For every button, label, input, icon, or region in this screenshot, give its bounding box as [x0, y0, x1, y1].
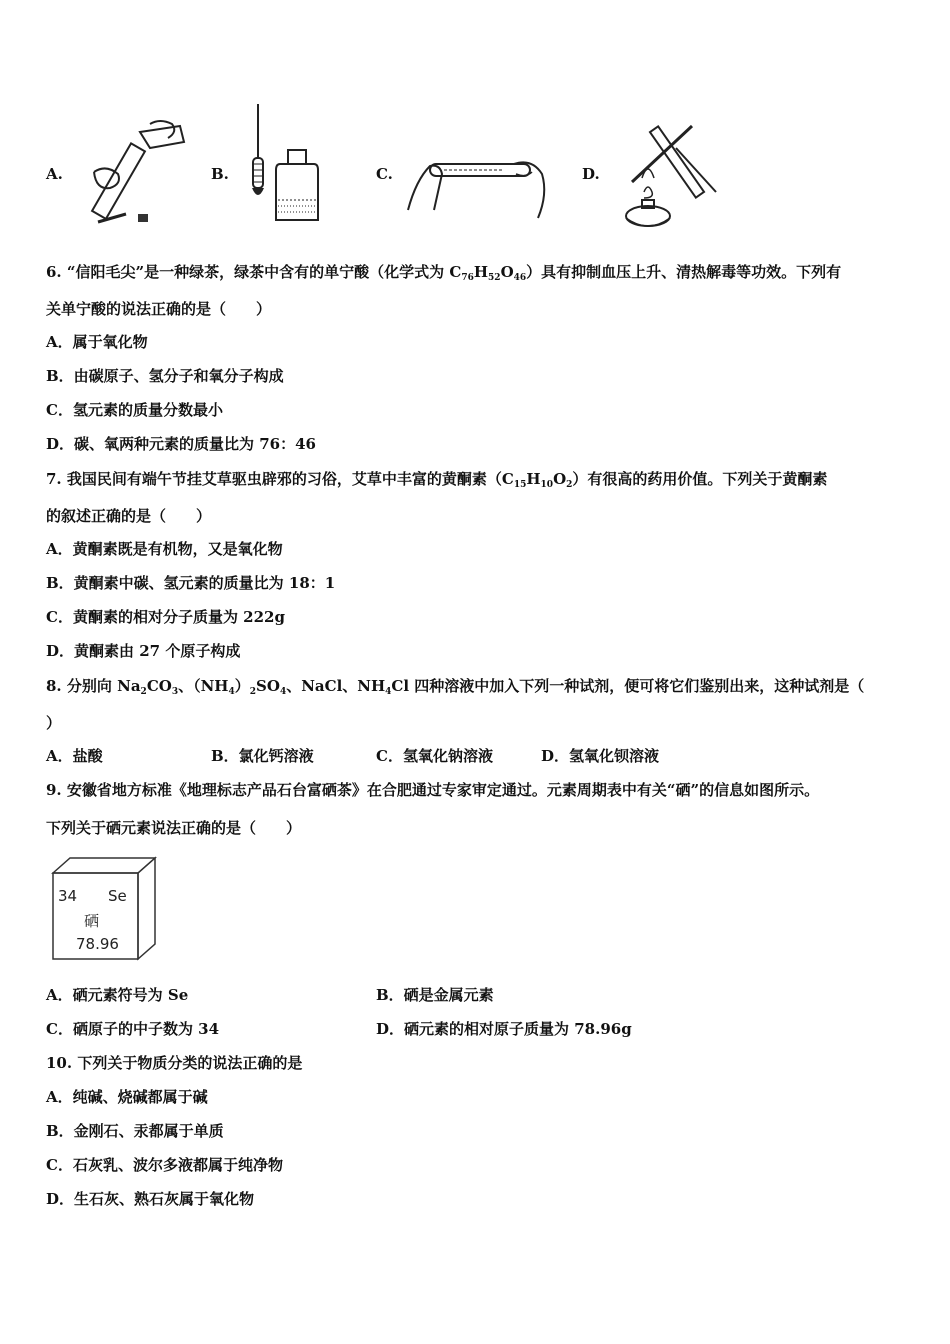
q7-option-b[interactable]: B．黄酮素中碳、氢元素的质量比为 18：1 [46, 574, 336, 592]
q10-option-c[interactable]: C．石灰乳、波尔多液都属于纯净物 [46, 1156, 283, 1174]
q10-option-a[interactable]: A．纯碱、烧碱都属于碱 [46, 1088, 208, 1106]
q10-option-d[interactable]: D．生石灰、熟石灰属于氧化物 [46, 1190, 255, 1208]
element-atomic-mass: 78.96 [76, 935, 119, 953]
q7-stem-line2: 的叙述正确的是（ ） [46, 507, 212, 525]
q8-option-a[interactable]: A．盐酸 [46, 747, 103, 765]
q7-option-a[interactable]: A．黄酮素既是有机物，又是氧化物 [46, 540, 283, 558]
q9-stem-line1: 9. 安徽省地方标准《地理标志产品石台富硒茶》在合肥通过专家审定通过。元素周期表中有关“硒”的信息如图所示。 [46, 781, 820, 799]
q5-option-b-label: B. [211, 165, 229, 183]
q8-option-b[interactable]: B．氯化钙溶液 [211, 747, 314, 765]
q6-stem-line2: 关单宁酸的说法正确的是（ ） [46, 300, 272, 318]
q5-option-d-label: D. [582, 165, 600, 183]
q9-option-a[interactable]: A．硒元素符号为 Se [46, 986, 189, 1004]
q8-option-d[interactable]: D．氢氧化钡溶液 [541, 747, 660, 765]
q7-option-c[interactable]: C．黄酮素的相对分子质量为 222g [46, 608, 285, 626]
q6-stem-line1: 6. “信阳毛尖”是一种绿茶，绿茶中含有的单宁酸（化学式为 $C_{76}H_{52}O_{46}$）具有抑制血压上升、清热解毒等功效。下列有 [46, 263, 842, 283]
q7-option-d[interactable]: D．黄酮素由 27 个原子构成 [46, 642, 241, 660]
q10-option-b[interactable]: B．金刚石、汞都属于单质 [46, 1122, 224, 1140]
q9-option-c[interactable]: C．硒原子的中子数为 34 [46, 1020, 220, 1038]
element-name: 硒 [84, 912, 100, 930]
q8-stem-line1: 8. 分别向 $Na_2CO_3$、$(NH_4)_2SO_4$、NaCl、$NH_4Cl$ 四种溶液中加入下列一种试剂，便可将它们鉴别出来，这种试剂是（ [46, 677, 865, 697]
q6-option-a[interactable]: A．属于氧化物 [46, 333, 148, 351]
element-cell-selenium [50, 855, 160, 961]
q6-option-d[interactable]: D．碳、氧两种元素的质量比为 76：46 [46, 435, 316, 453]
q5-option-a-label: A. [46, 165, 63, 183]
q9-stem-line2: 下列关于硒元素说法正确的是（ ） [46, 819, 302, 837]
q9-option-b[interactable]: B．硒是金属元素 [376, 986, 494, 1004]
q10-stem: 10. 下列关于物质分类的说法正确的是 [46, 1054, 303, 1072]
q6-option-b[interactable]: B．由碳原子、氢分子和氧分子构成 [46, 367, 284, 385]
q9-option-d[interactable]: D．硒元素的相对原子质量为 78.96g [376, 1020, 632, 1038]
test-tube-shaking-icon [404, 150, 554, 226]
dropper-bottle-icon [240, 100, 330, 230]
element-symbol: Se [108, 887, 127, 905]
q7-stem-line1: 7. 我国民间有端午节挂艾草驱虫辟邪的习俗，艾草中丰富的黄酮素$(C_{15}H_{10}O_2)$有很高的药用价值。下列关于黄酮素 [46, 470, 828, 490]
q6-option-c[interactable]: C．氢元素的质量分数最小 [46, 401, 223, 419]
q8-option-c[interactable]: C．氢氧化钠溶液 [376, 747, 493, 765]
graduated-cylinder-pouring-icon [80, 112, 195, 232]
heating-test-tube-icon [612, 118, 727, 236]
q8-stem-line2: ） [46, 714, 62, 732]
q5-option-c-label: C. [376, 165, 393, 183]
element-atomic-number: 34 [58, 887, 78, 905]
